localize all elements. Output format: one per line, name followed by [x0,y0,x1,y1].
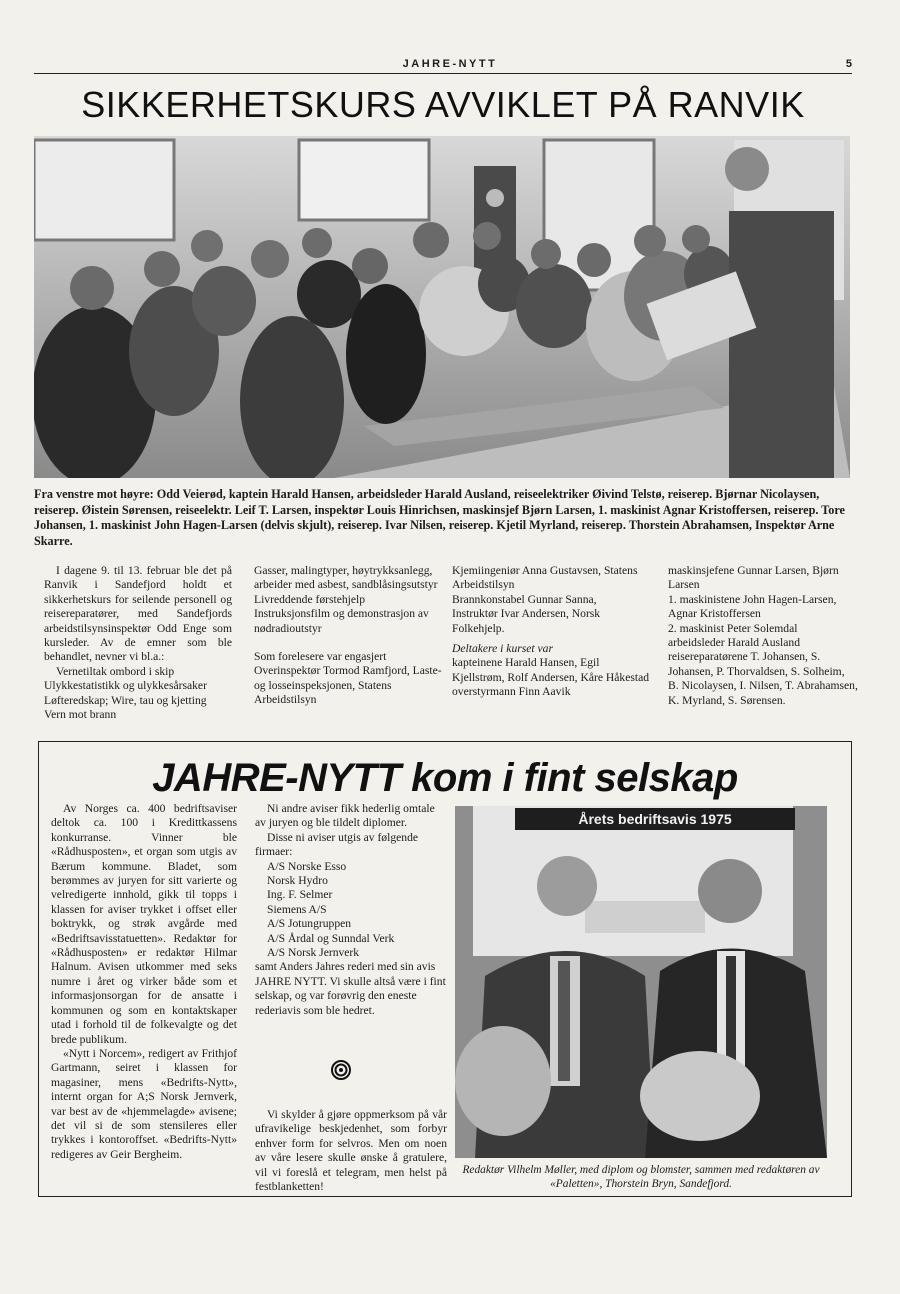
lecturer-item: Kjemiingeniør Anna Gustavsen, Statens Arbeidstilsyn [452,564,638,592]
bullseye-ornament-icon [331,1060,351,1080]
boxed-story-headline: JAHRE-NYTT kom i fint selskap [152,756,738,800]
article-column-1 [44,564,232,722]
firm-item: A/S Norske Esso [267,859,347,873]
paragraph: «Nytt i Norcem», redigert av Frithjof Gartmann, seiret i klassen for magasiner, mens «Bedrifts-Nytt», internt organ for A;S Norsk Jernverk, var best av de «hjemmelagde» avisene; det vil si de som stensileres eller trykkes i kontoroffset. «Bedrifts-Nytt» redigeres av Geir Bergheim. [51,1046,237,1161]
participant-item: reisereparatørene T. Johansen, S. Johansen, P. Thorvaldsen, S. Solheim, B. Nicolaysen, I. Nilsen, T. Abrahamsen, K. Myrland, S. Sørensen. [668,650,858,707]
firm-item: Siemens A/S [267,902,327,916]
group-photo [34,136,850,478]
page-number: 5 [845,58,852,70]
intro-paragraph: I dagene 9. til 13. februar ble det på Ranvik i Sandefjord holdt et sikkerhetskurs for seilende personell og reisereparatører, med Sandefjords arbeidstilsynsinspektør Odd Enge som kursleder. Av de emner som ble behandlet, nevner vi bl.a.: [44,564,232,664]
article-column-4 [668,564,858,708]
article-column-2 [254,564,444,708]
participant-item: kapteinene Harald Hansen, Egil Kjellstrøm, Rolf Andersen, Kåre Håkestad [452,656,650,684]
lecturer-item: Brannkonstabel Gunnar Sanna, [452,592,597,606]
paragraph: Ni andre aviser fikk hederlig omtale av juryen og ble tildelt diplomer. [255,802,435,830]
topic-item: Vernetiltak ombord i skip [56,664,175,678]
participant-item: 2. maskinist Peter Solemdal [668,621,798,635]
boxed-column-2 [255,802,447,1018]
topic-item: Gasser, malingtyper, høytrykksanlegg, arbeider med asbest, sandblåsingsutstyr [254,564,438,592]
paragraph: samt Anders Jahres rederi med sin avis JAHRE NYTT. Vi skulle altså være i fint selskap, og var forøvrig den eneste rederiavis som ble hedret. [255,960,446,1017]
award-photo [455,806,827,1158]
running-header-title: JAHRE-NYTT [402,58,498,70]
paragraph: Disse ni aviser utgis av følgende firmaer: [255,830,419,859]
firm-item: A/S Jotungruppen [267,917,352,931]
topic-item: Livreddende førstehjelp [254,592,366,606]
award-photo-caption: Redaktør Vilhelm Møller, med diplom og blomster, sammen med redaktøren av «Paletten», Thorstein Bryn, Sandefjord. [462,1164,820,1190]
topic-item: Løfteredskap; Wire, tau og kjetting [44,693,207,707]
participant-item: maskinsjefene Gunnar Larsen, Bjørn Larsen [668,564,839,592]
firm-item: Norsk Hydro [267,874,328,888]
award-sign-text: Årets bedriftsavis 1975 [578,811,732,827]
topic-item: Vern mot brann [44,708,117,722]
header-rule [34,73,852,74]
lecturer-item: Instruktør Ivar Andersen, Norsk Folkehjelp. [452,607,601,635]
firm-item: A/S Norsk Jernverk [267,946,360,960]
boxed-story [38,741,852,1197]
lecturer-item: Overinspektør Tormod Ramfjord, Laste- og losseinspeksjonen, Statens Arbeidstilsyn [254,664,442,707]
participant-item: overstyrmann Finn Aavik [452,685,571,699]
firm-item: Ing. F. Selmer [267,888,333,902]
boxed-column-3 [255,1108,447,1194]
paragraph: Vi skylder å gjøre oppmerksom på vår ufravikelige beskjedenhet, som forbyr enhver form for selvros. Men om noen av våre lesere skulle ønske å gratulere, vil vi foreslå et telegram, men helst på festblanketten! [255,1108,447,1194]
topic-item: Ulykkestatistikk og ulykkesårsaker [44,679,207,693]
topic-item: Instruksjonsfilm og demonstrasjon av nødradioutstyr [254,607,429,635]
paragraph: Av Norges ca. 400 bedriftsaviser deltok ca. 100 i Kredittkassens konkurranse. Vinner ble «Rådhusposten», et organ som utgis av Bærum kommune. Bladet, som berømmes av juryen for sitt varierte og velredigerte innhold, gikk til topps i klassen for aviser trykket i offset eller boktrykk, og strøk avgårde med «Bedriftsavisstatuetten». Redaktør for «Rådhusposten» er redaktør Hilmar Halnum. Avisen utkommer med seks numre i året og virker både som et informasjonsorgan for de ansatte i kommunen og som en kontaktskaper utad i forhold til de folkevalgte og det brede publikum. [51,802,237,1046]
article-headline: SIKKERHETSKURS AVVIKLET PÅ RANVIK [81,84,805,125]
participant-item: 1. maskinistene John Hagen-Larsen, Agnar Kristoffersen [668,592,837,621]
firm-item: A/S Årdal og Sunndal Verk [267,931,395,945]
lecturers-intro: Som forelesere var engasjert [254,650,387,664]
participants-heading: Deltakere i kurset var [452,642,553,656]
article-column-3 [452,564,652,700]
participant-item: arbeidsleder Harald Ausland [668,636,800,650]
photo-caption: Fra venstre mot høyre: Odd Veierød, kaptein Harald Hansen, arbeidsleder Harald Ausland, reiseelektriker Øivind Telstø, reiserep. Bjørnar Nicolaysen, reiserep. Øistein Sørensen, reiseelektr. Leif T. Larsen, inspektør Louis Hinrichsen, maskinsjef Bjørn Larsen, 1. maskinist Agnar Kristoffersen, reiserep. Tore Johansen, 1. maskinist John Hagen-Larsen (delvis skjult), reiserep. Ivar Nilsen, reiserep. Kjetil Myrland, reiserep. Thorstein Abrahamsen, Inspektør Arne Skarre. [34,487,845,548]
boxed-column-1 [51,802,237,1162]
